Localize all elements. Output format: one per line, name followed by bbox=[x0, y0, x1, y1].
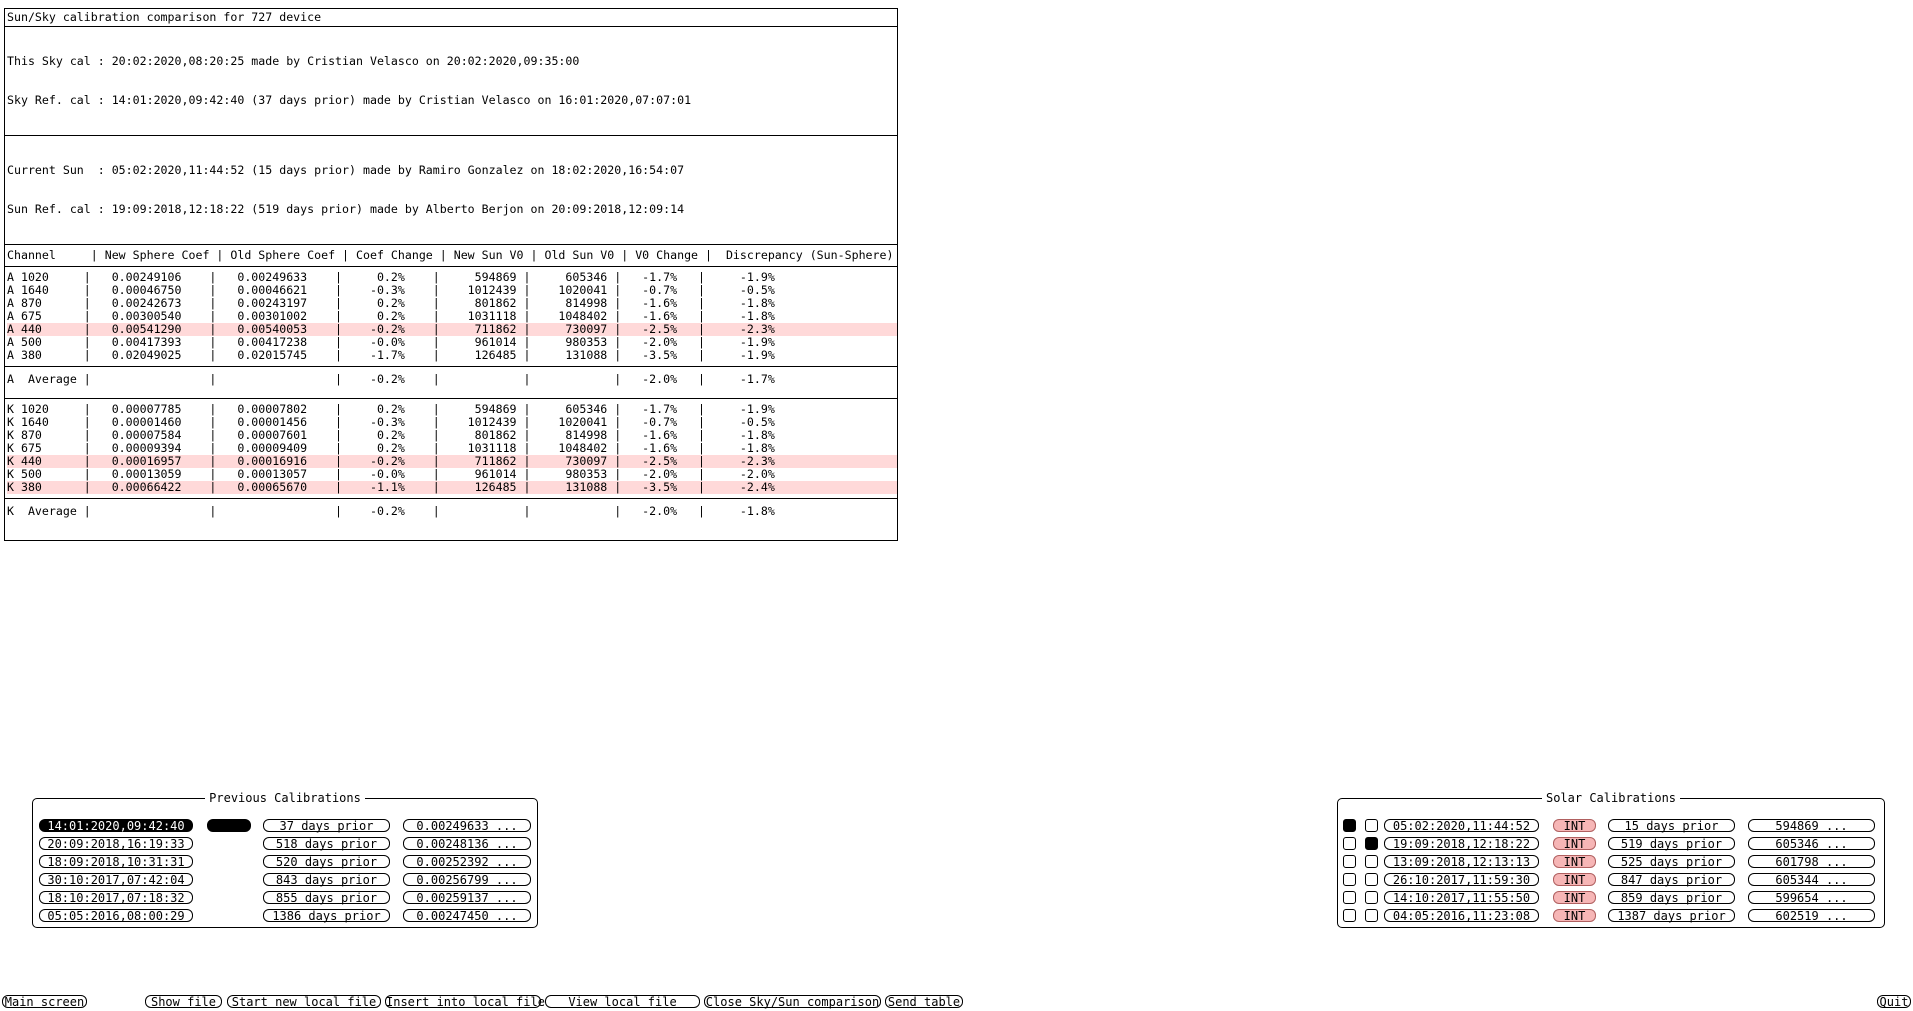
solar-calibration-v0[interactable]: 601798 ... bbox=[1748, 855, 1875, 868]
start-new-local-file-button[interactable]: Start new local file bbox=[227, 995, 381, 1008]
previous-calibration-days[interactable]: 843 days prior bbox=[263, 873, 390, 886]
table-row: K 675 | 0.00009394 | 0.00009409 | 0.2% | 1031118 | 1048402 | -1.6% | -1.8% bbox=[7, 441, 775, 455]
current-sun-checkbox[interactable] bbox=[1343, 837, 1356, 850]
a-channel-rows bbox=[5, 267, 897, 367]
solar-calibration-type-badge[interactable]: INT bbox=[1553, 855, 1596, 868]
reference-sun-checkbox[interactable] bbox=[1365, 873, 1378, 886]
solar-calibration-v0[interactable]: 605344 ... bbox=[1748, 873, 1875, 886]
calibration-report bbox=[4, 8, 898, 541]
sun-info-line: Current Sun : 05:02:2020,11:44:52 (15 days prior) made by Ramiro Gonzalez on 18:02:2020,16:54:07 bbox=[7, 163, 685, 177]
solar-calibration-date[interactable]: 05:02:2020,11:44:52 bbox=[1384, 819, 1539, 832]
table-row: K 1020 | 0.00007785 | 0.00007802 | 0.2% | 594869 | 605346 | -1.7% | -1.9% bbox=[7, 402, 775, 416]
close-comparison-button[interactable]: Close Sky/Sun comparison bbox=[705, 995, 880, 1009]
previous-calibration-coef[interactable]: 0.00256799 ... bbox=[403, 873, 531, 886]
solar-calibrations-legend: Solar Calibrations bbox=[1545, 791, 1677, 805]
previous-calibration-days[interactable]: 1386 days prior bbox=[263, 909, 390, 922]
solar-calibration-date[interactable]: 26:10:2017,11:59:30 bbox=[1384, 873, 1539, 886]
reference-sun-checkbox[interactable] bbox=[1365, 891, 1378, 904]
send-table-button[interactable]: Send table bbox=[885, 995, 963, 1008]
solar-calibration-days[interactable]: 15 days prior bbox=[1608, 819, 1735, 832]
solar-calibration-days[interactable]: 847 days prior bbox=[1608, 873, 1735, 886]
view-local-file-button[interactable]: View local file bbox=[545, 995, 700, 1008]
table-row: A 440 | 0.00541290 | 0.00540053 | -0.2% | 711862 | 730097 | -2.5% | -2.3% bbox=[7, 323, 897, 336]
sun-info bbox=[5, 136, 897, 245]
current-sun-checkbox[interactable] bbox=[1343, 909, 1356, 922]
solar-calibration-days[interactable]: 519 days prior bbox=[1608, 837, 1735, 850]
current-sun-checkbox[interactable] bbox=[1343, 873, 1356, 886]
table-row: A 870 | 0.00242673 | 0.00243197 | 0.2% | 801862 | 814998 | -1.6% | -1.8% bbox=[7, 296, 775, 310]
sky-info-line: This Sky cal : 20:02:2020,08:20:25 made by Cristian Velasco on 20:02:2020,09:35:00 bbox=[7, 54, 580, 68]
table-row: A 380 | 0.02049025 | 0.02015745 | -1.7% | 126485 | 131088 | -3.5% | -1.9% bbox=[7, 348, 775, 362]
previous-calibration-date[interactable]: 20:09:2018,16:19:33 bbox=[39, 837, 193, 850]
previous-calibration-date[interactable]: 30:10:2017,07:42:04 bbox=[39, 873, 193, 886]
sun-info-line: Sun Ref. cal : 19:09:2018,12:18:22 (519 days prior) made by Alberto Berjon on 20:09:2018,12:09:14 bbox=[7, 202, 685, 216]
previous-calibration-date[interactable]: 18:10:2017,07:18:32 bbox=[39, 891, 193, 904]
previous-calibration-coef[interactable]: 0.00259137 ... bbox=[403, 891, 531, 904]
solar-calibration-date[interactable]: 04:05:2016,11:23:08 bbox=[1384, 909, 1539, 922]
previous-calibrations-legend: Previous Calibrations bbox=[209, 791, 361, 805]
solar-calibrations-panel bbox=[1337, 791, 1885, 928]
solar-calibration-date[interactable]: 14:10:2017,11:55:50 bbox=[1384, 891, 1539, 904]
table-row: K 500 | 0.00013059 | 0.00013057 | -0.0% | 961014 | 980353 | -2.0% | -2.0% bbox=[7, 467, 775, 481]
previous-calibration-date[interactable]: 14:01:2020,09:42:40 bbox=[39, 819, 193, 832]
quit-button[interactable]: Quit bbox=[1877, 995, 1911, 1008]
a-average-row: A Average | | | -0.2% | | | -2.0% | -1.7% bbox=[5, 367, 897, 399]
solar-calibration-date[interactable]: 13:09:2018,12:13:13 bbox=[1384, 855, 1539, 868]
sky-info bbox=[5, 27, 897, 136]
current-sun-checkbox[interactable] bbox=[1343, 855, 1356, 868]
solar-calibration-days[interactable]: 859 days prior bbox=[1608, 891, 1735, 904]
reference-sun-checkbox[interactable] bbox=[1365, 837, 1378, 850]
previous-calibration-days[interactable]: 520 days prior bbox=[263, 855, 390, 868]
reference-sun-checkbox[interactable] bbox=[1365, 819, 1378, 832]
table-row: A 675 | 0.00300540 | 0.00301002 | 0.2% | 1031118 | 1048402 | -1.6% | -1.8% bbox=[7, 309, 775, 323]
report-title: Sun/Sky calibration comparison for 727 device bbox=[5, 9, 897, 27]
previous-calibration-date[interactable]: 05:05:2016,08:00:29 bbox=[39, 909, 193, 922]
current-sun-checkbox[interactable] bbox=[1343, 891, 1356, 904]
solar-calibration-date[interactable]: 19:09:2018,12:18:22 bbox=[1384, 837, 1539, 850]
solar-calibration-type-badge[interactable]: INT bbox=[1553, 819, 1596, 832]
current-sun-checkbox[interactable] bbox=[1343, 819, 1356, 832]
solar-calibration-v0[interactable]: 602519 ... bbox=[1748, 909, 1875, 922]
table-header: Channel | New Sphere Coef | Old Sphere Coef | Coef Change | New Sun V0 | Old Sun V0 | V0 Change | Discrepancy (Sun-Sphere) bbox=[5, 245, 897, 267]
main-screen-button[interactable]: Main screen bbox=[2, 995, 87, 1008]
insert-into-local-file-button[interactable]: Insert into local file bbox=[386, 995, 545, 1009]
k-channel-rows bbox=[5, 399, 897, 499]
previous-calibration-coef[interactable]: 0.00249633 ... bbox=[403, 819, 531, 832]
previous-calibration-date[interactable]: 18:09:2018,10:31:31 bbox=[39, 855, 193, 868]
solar-calibration-v0[interactable]: 605346 ... bbox=[1748, 837, 1875, 850]
solar-calibration-type-badge[interactable]: INT bbox=[1553, 837, 1596, 850]
previous-calibration-coef[interactable]: 0.00252392 ... bbox=[403, 855, 531, 868]
solar-calibration-type-badge[interactable]: INT bbox=[1553, 891, 1596, 904]
previous-calibration-days[interactable]: 518 days prior bbox=[263, 837, 390, 850]
previous-calibration-coef[interactable]: 0.00247450 ... bbox=[403, 909, 531, 922]
show-file-button[interactable]: Show file bbox=[145, 995, 222, 1008]
previous-calibration-coef[interactable]: 0.00248136 ... bbox=[403, 837, 531, 850]
solar-calibration-days[interactable]: 1387 days prior bbox=[1608, 909, 1735, 922]
previous-calibration-days[interactable]: 37 days prior bbox=[263, 819, 390, 832]
selected-marker bbox=[207, 819, 251, 832]
table-row: K 1640 | 0.00001460 | 0.00001456 | -0.3% | 1012439 | 1020041 | -0.7% | -0.5% bbox=[7, 415, 775, 429]
table-row: A 1020 | 0.00249106 | 0.00249633 | 0.2% | 594869 | 605346 | -1.7% | -1.9% bbox=[7, 270, 775, 284]
previous-calibration-days[interactable]: 855 days prior bbox=[263, 891, 390, 904]
table-row: K 380 | 0.00066422 | 0.00065670 | -1.1% | 126485 | 131088 | -3.5% | -2.4% bbox=[7, 481, 897, 494]
reference-sun-checkbox[interactable] bbox=[1365, 909, 1378, 922]
sky-info-line: Sky Ref. cal : 14:01:2020,09:42:40 (37 days prior) made by Cristian Velasco on 16:01:2020,07:07:01 bbox=[7, 93, 692, 107]
solar-calibration-type-badge[interactable]: INT bbox=[1553, 909, 1596, 922]
reference-sun-checkbox[interactable] bbox=[1365, 855, 1378, 868]
solar-calibration-days[interactable]: 525 days prior bbox=[1608, 855, 1735, 868]
solar-calibration-v0[interactable]: 594869 ... bbox=[1748, 819, 1875, 832]
solar-calibration-v0[interactable]: 599654 ... bbox=[1748, 891, 1875, 904]
table-row: A 500 | 0.00417393 | 0.00417238 | -0.0% | 961014 | 980353 | -2.0% | -1.9% bbox=[7, 335, 775, 349]
k-average-row: K Average | | | -0.2% | | | -2.0% | -1.8% bbox=[7, 504, 775, 518]
previous-calibrations-panel bbox=[32, 791, 538, 928]
table-row: K 870 | 0.00007584 | 0.00007601 | 0.2% | 801862 | 814998 | -1.6% | -1.8% bbox=[7, 428, 775, 442]
table-row: K 440 | 0.00016957 | 0.00016916 | -0.2% | 711862 | 730097 | -2.5% | -2.3% bbox=[7, 455, 897, 468]
table-row: A 1640 | 0.00046750 | 0.00046621 | -0.3% | 1012439 | 1020041 | -0.7% | -0.5% bbox=[7, 283, 775, 297]
solar-calibration-type-badge[interactable]: INT bbox=[1553, 873, 1596, 886]
